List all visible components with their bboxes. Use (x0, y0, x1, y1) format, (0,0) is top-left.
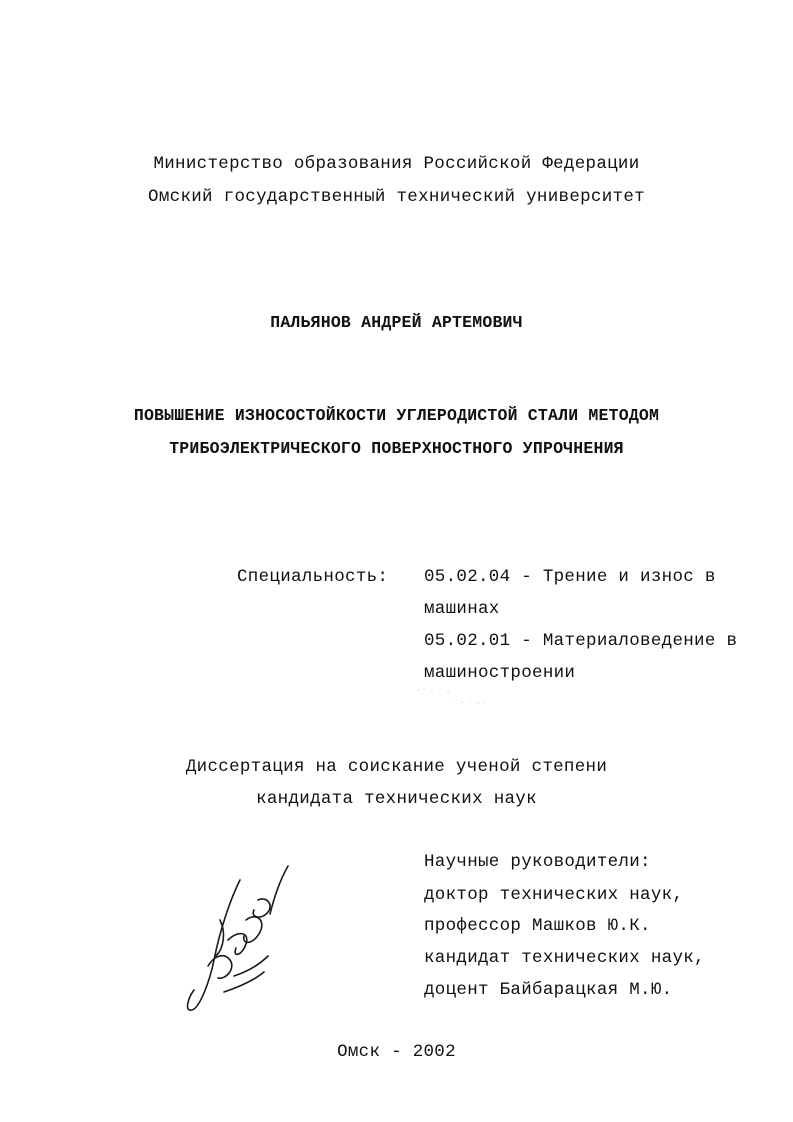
supervisor-line-4: доцент Байбарацкая М.Ю. (424, 980, 673, 1000)
ministry-name: Министерство образования Российской Федерации (153, 154, 640, 174)
dissertation-title-line-2: ТРИБОЭЛЕКТРИЧЕСКОГО ПОВЕРХНОСТНОГО УПРОЧНЕНИЯ (169, 439, 624, 458)
scan-specks (410, 680, 500, 720)
handwritten-signature (180, 860, 300, 1020)
supervisors-heading: Научные руководители: (424, 852, 651, 872)
specialty-1-line-2: машинах (424, 599, 500, 619)
supervisor-line-1: доктор технических наук, (424, 885, 684, 905)
city-year: Омск - 2002 (337, 1042, 456, 1062)
supervisor-line-3: кандидат технических наук, (424, 948, 705, 968)
specialty-1-line-1: 05.02.04 - Трение и износ в (424, 567, 716, 587)
dissertation-title-line-1: ПОВЫШЕНИЕ ИЗНОСОСТОЙКОСТИ УГЛЕРОДИСТОЙ СТАЛИ МЕТОДОМ (133, 406, 660, 425)
specialty-2-line-2: машиностроении (424, 663, 576, 683)
supervisor-line-2: профессор Машков Ю.К. (424, 916, 651, 936)
specialty-label: Специальность: (237, 567, 389, 587)
university-name: Омский государственный технический университет (148, 187, 645, 207)
specialty-2-line-1: 05.02.01 - Материаловедение в (424, 631, 738, 651)
dissertation-degree-line-1: Диссертация на соискание ученой степени (185, 757, 608, 777)
author-name: ПАЛЬЯНОВ АНДРЕЙ АРТЕМОВИЧ (270, 313, 523, 332)
dissertation-degree-line-2: кандидата технических наук (256, 789, 537, 809)
